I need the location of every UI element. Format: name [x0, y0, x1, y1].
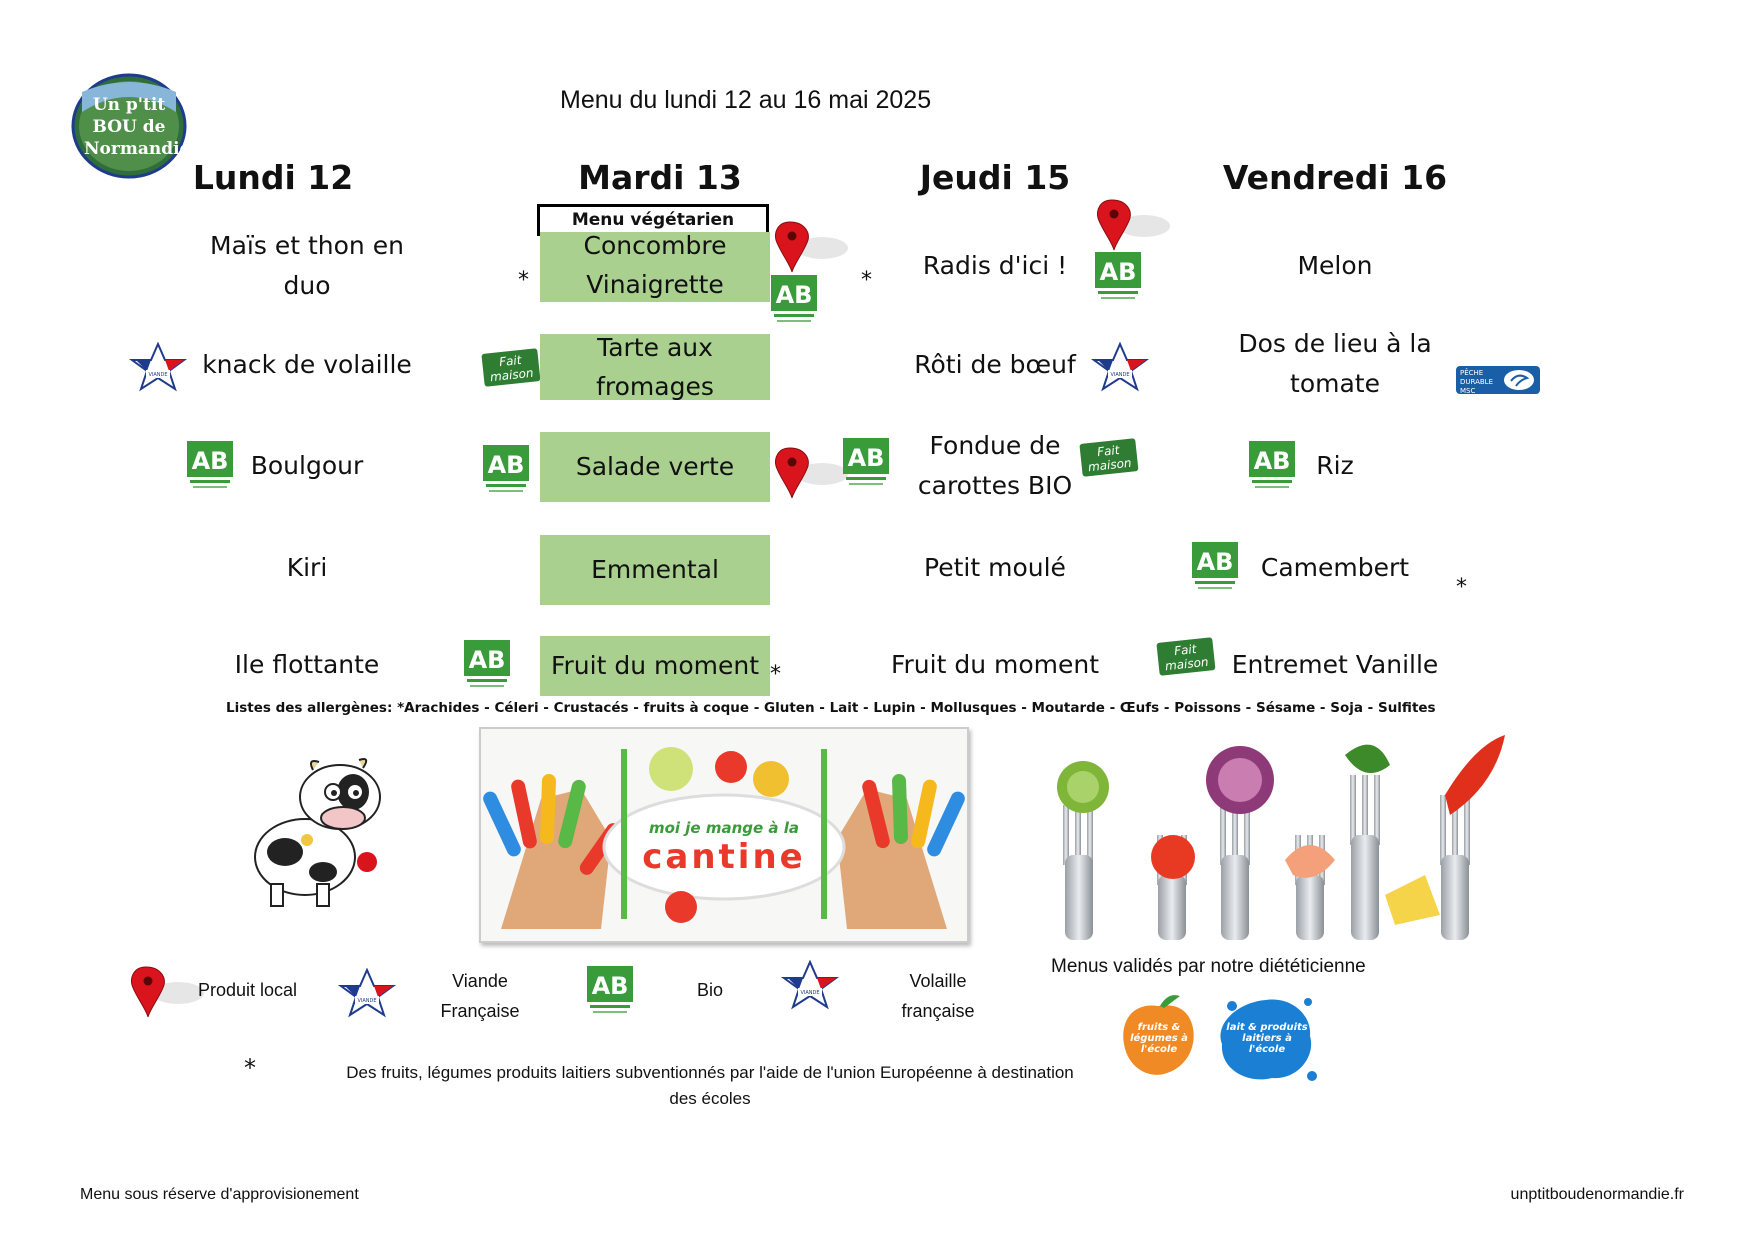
brand-logo-text: Un p'tit BOU de Normandie — [84, 95, 191, 159]
lundi-laitage: Kiri — [286, 553, 328, 582]
msc-peche-durable-icon: PÊCHE DURABLE MSC — [1456, 366, 1540, 394]
lundi-entree-line1: Maïs et thon en — [210, 231, 404, 260]
vendredi-entree: Melon — [1297, 251, 1373, 280]
lundi-entree — [147, 226, 467, 306]
mardi-laitage: Emmental — [540, 535, 770, 605]
day-header-jeudi: Jeudi 15 — [919, 158, 1071, 197]
fruits-legumes-ecole-logo: fruits & légumes à l'école — [1118, 992, 1198, 1078]
lundi-plat: knack de volaille — [202, 350, 412, 379]
bio-ab-icon — [587, 966, 633, 1016]
bio-ab-icon — [483, 445, 529, 495]
day-header-mardi: Mardi 13 — [578, 158, 742, 197]
page-title: Menu du lundi 12 au 16 mai 2025 — [560, 86, 932, 114]
mardi-accompagnement: Salade verte — [540, 432, 770, 502]
legend-bio: Bio — [697, 980, 724, 1000]
lait-produits-laitiers-ecole-logo: lait & produits laitiers à l'école — [1212, 992, 1320, 1088]
footer-website[interactable]: unptitboudenormandie.fr — [1510, 1186, 1684, 1203]
footer-disclaimer: Menu sous réserve d'approvisionement — [80, 1186, 359, 1203]
fait-maison-icon — [480, 347, 542, 389]
jeudi-accompagnement-line2: carottes BIO — [917, 471, 1073, 500]
legend-volaille-francaise: Volaille française — [901, 971, 975, 1021]
jeudi-entree: Radis d'ici ! — [922, 251, 1068, 280]
cantine-caption-1: moi je mange à la — [648, 819, 799, 837]
bio-ab-icon — [1095, 252, 1141, 302]
bio-ab-icon — [464, 640, 510, 690]
jeudi-accompagnement-line1: Fondue de — [929, 431, 1061, 460]
vendredi-plat-line2: tomate — [1290, 369, 1380, 398]
viande-francaise-icon — [337, 968, 397, 1018]
legend-viande-francaise: Viande Française — [440, 971, 520, 1021]
lundi-accompagnement: Boulgour — [250, 451, 364, 480]
allergen-star: * — [861, 268, 872, 293]
day-header-vendredi: Vendredi 16 — [1222, 158, 1448, 197]
mardi-dessert: Fruit du moment — [540, 636, 770, 696]
bio-ab-icon — [771, 275, 817, 325]
produit-local-pin-icon — [128, 965, 208, 1019]
vegetarian-menu-label: Menu végétarien — [537, 204, 769, 236]
day-header-lundi: Lundi 12 — [192, 158, 354, 197]
vendredi-laitage: Camembert — [1260, 553, 1410, 582]
volaille-francaise-icon — [780, 960, 840, 1010]
viande-francaise-icon — [1090, 342, 1150, 392]
mardi-plat — [540, 334, 770, 400]
jeudi-dessert: Fruit du moment — [890, 650, 1100, 679]
lundi-dessert: Ile flottante — [234, 650, 380, 679]
forks-vegetables-illustration — [1045, 735, 1515, 940]
vendredi-accompagnement: Riz — [1316, 451, 1354, 480]
mardi-plat-line1: Tarte aux — [597, 333, 713, 362]
cantine-caption-2: cantine — [642, 837, 806, 877]
allergen-star: * — [518, 268, 529, 293]
fait-maison-icon — [1078, 437, 1140, 479]
cow-illustration — [235, 752, 405, 912]
mardi-entree — [540, 232, 770, 302]
vendredi-plat-line1: Dos de lieu à la — [1238, 329, 1432, 358]
legend-produit-local: Produit local — [198, 980, 298, 1000]
mardi-entree-line1: Concombre — [583, 231, 727, 260]
cantine-illustration — [479, 727, 969, 943]
lundi-entree-line2: duo — [283, 271, 331, 300]
allergens-list: Listes des allergènes: *Arachides - Céleri - Crustacés - fruits à coque - Gluten - Lait - Lupin - Mollusques - Moutarde - Œufs - Poissons - Sésame - Soja - Sulfites — [226, 700, 1436, 716]
allergen-star: * — [1456, 575, 1467, 600]
jeudi-plat: Rôti de bœuf — [914, 350, 1076, 379]
mardi-plat-line2: fromages — [596, 372, 714, 401]
allergen-star: * — [770, 662, 781, 687]
mardi-entree-line2: Vinaigrette — [586, 270, 724, 299]
produit-local-pin-icon — [1094, 198, 1174, 252]
dietitian-validation: Menus validés par notre diététicienne — [1051, 956, 1366, 977]
subsidy-star: * — [244, 1054, 256, 1082]
jeudi-laitage: Petit moulé — [924, 553, 1066, 582]
subsidy-note: Des fruits, légumes produits laitiers subventionnés par l'aide de l'union Européenne à destination des écoles — [346, 1063, 1074, 1108]
vendredi-dessert: Entremet Vanille — [1231, 650, 1439, 679]
vendredi-plat — [1175, 324, 1495, 404]
